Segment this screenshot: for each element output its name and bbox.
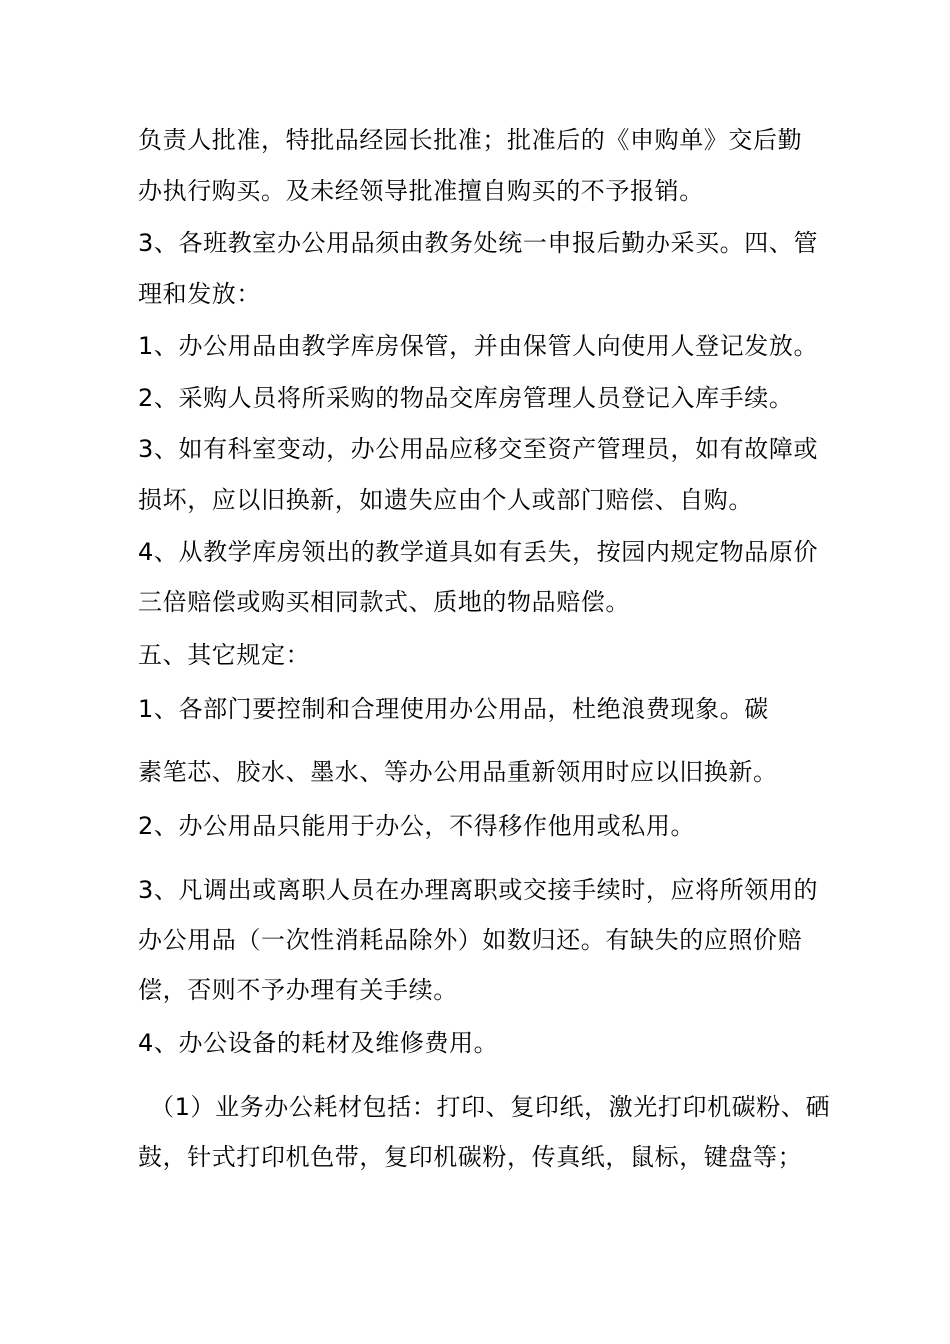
text-line: 3、凡调出或离职人员在办理离职或交接手续时，应将所领用的 bbox=[138, 876, 819, 904]
text-line: 素笔芯、胶水、墨水、等办公用品重新领用时应以旧换新。 bbox=[138, 758, 778, 786]
text-line: 鼓，针式打印机色带，复印机碳粉，传真纸，鼠标，键盘等； bbox=[138, 1143, 803, 1171]
text-line: 三倍赔偿或购买相同款式、质地的物品赔偿。 bbox=[138, 588, 630, 616]
text-line: 偿，否则不予办理有关手续。 bbox=[138, 976, 458, 1004]
text-line: 办公用品（一次性消耗品除外）如数归还。有缺失的应照价赔 bbox=[138, 926, 803, 954]
text-line: 损坏，应以旧换新，如遗失应由个人或部门赔偿、自购。 bbox=[138, 486, 753, 514]
section-heading: 五、其它规定： bbox=[138, 641, 311, 669]
text-line: 3、如有科室变动，办公用品应移交至资产管理员，如有故障或 bbox=[138, 435, 819, 463]
text-line: 1、办公用品由教学库房保管，并由保管人向使用人登记发放。 bbox=[138, 332, 819, 360]
text-line: 理和发放： bbox=[138, 280, 261, 308]
text-line: 2、采购人员将所采购的物品交库房管理人员登记入库手续。 bbox=[138, 384, 794, 412]
text-line: 负责人批准，特批品经园长批准；批准后的《申购单》交后勤 bbox=[138, 126, 803, 154]
text-line: 4、办公设备的耗材及维修费用。 bbox=[138, 1029, 499, 1057]
text-line: 1、各部门要控制和合理使用办公用品，杜绝浪费现象。碳 bbox=[138, 695, 769, 723]
text-line: 4、从教学库房领出的教学道具如有丢失，按园内规定物品原价 bbox=[138, 538, 819, 566]
text-line: （1）业务办公耗材包括：打印、复印纸，激光打印机碳粉、硒 bbox=[150, 1093, 831, 1121]
text-line: 3、各班教室办公用品须由教务处统一申报后勤办采买。四、管 bbox=[138, 229, 819, 257]
text-line: 办执行购买。及未经领导批准擅自购买的不予报销。 bbox=[138, 177, 704, 205]
text-line: 2、办公用品只能用于办公，不得移作他用或私用。 bbox=[138, 812, 696, 840]
